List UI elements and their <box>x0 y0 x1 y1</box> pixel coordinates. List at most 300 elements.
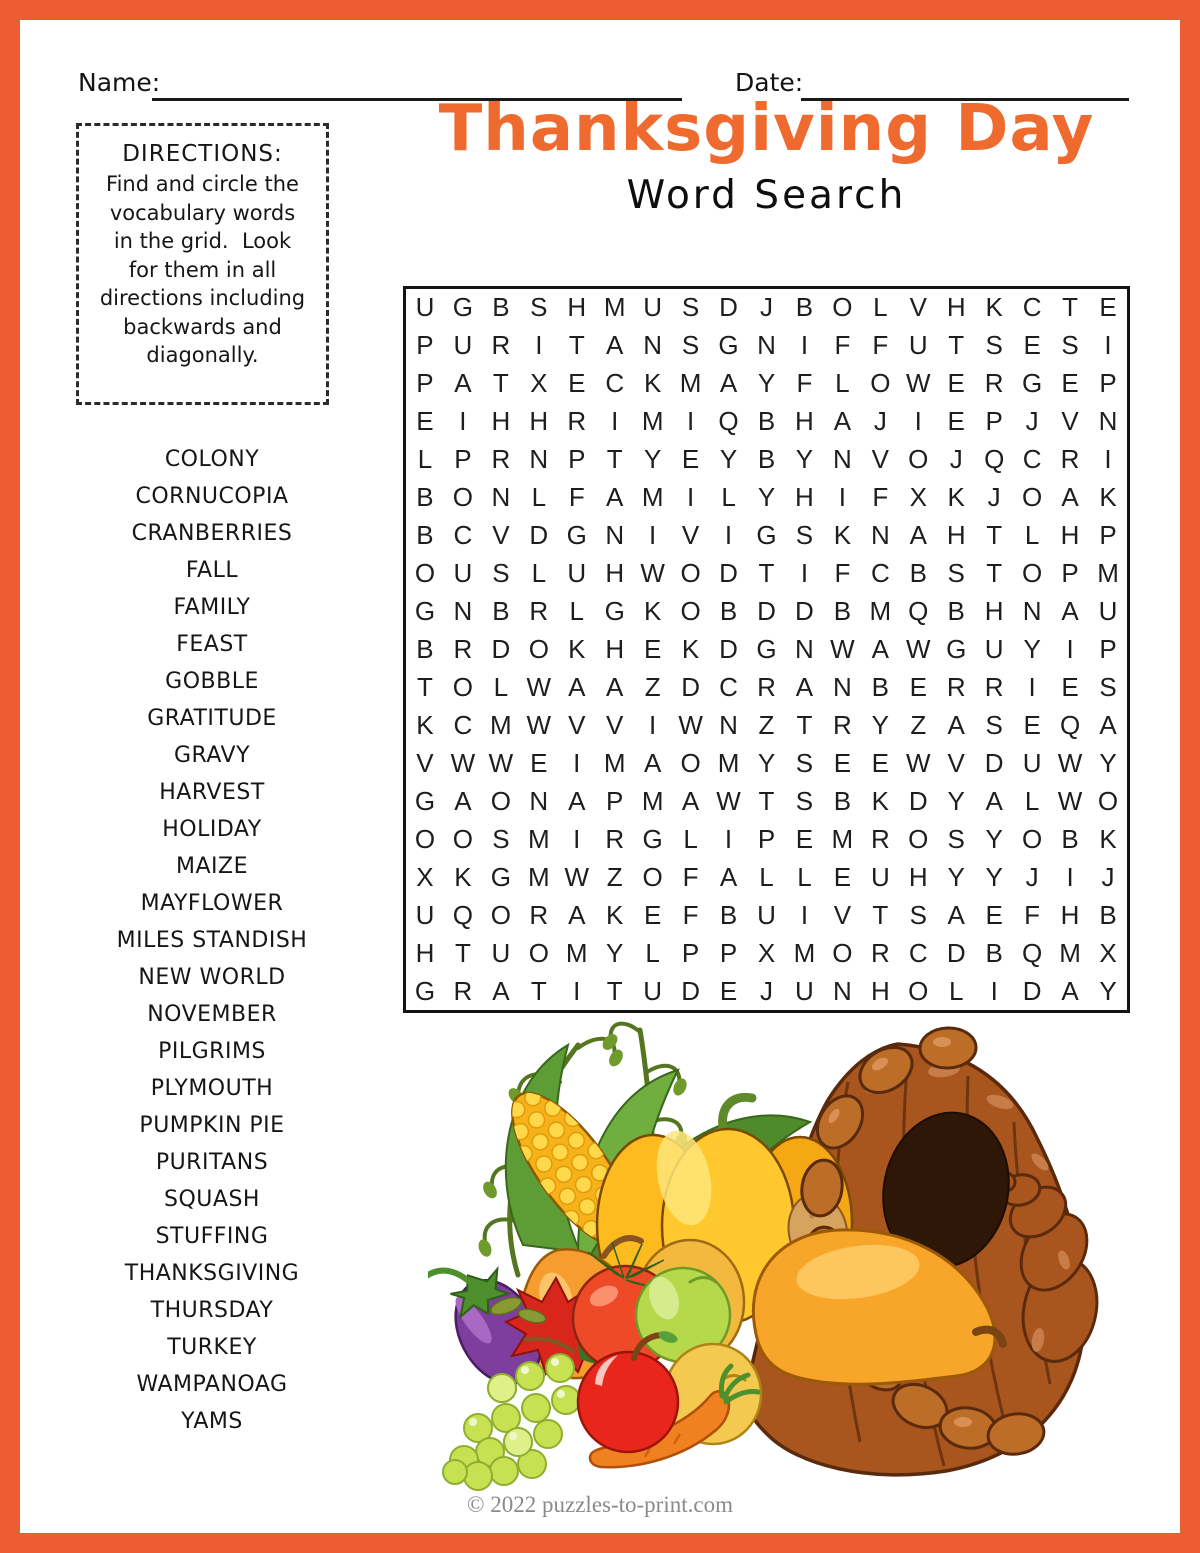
grid-cell: N <box>719 709 738 740</box>
grid-cell: Y <box>643 444 662 475</box>
grid-cell: R <box>832 709 852 740</box>
grid-cell: G <box>414 975 436 1006</box>
word-list-item: FALL <box>185 558 239 583</box>
grid-cell: X <box>909 482 927 513</box>
grid-cell: U <box>415 292 435 323</box>
grid-cell: L <box>493 671 509 702</box>
directions-line: diagonally. <box>146 343 259 367</box>
grid-cell: H <box>795 482 814 513</box>
grid-cell: W <box>906 368 931 399</box>
grid-cell: C <box>605 368 625 399</box>
grid-cell: J <box>949 444 963 475</box>
grid-cell: R <box>605 823 625 854</box>
grid-cell: I <box>573 823 581 854</box>
word-list-item: PLYMOUTH <box>150 1076 274 1101</box>
grid-cell: Q <box>1059 709 1081 740</box>
grid-cell: S <box>795 785 814 816</box>
grid-cell: O <box>832 937 853 968</box>
word-list-item: WAMPANOAG <box>136 1372 288 1397</box>
grid-cell: F <box>796 368 813 399</box>
grid-cell: K <box>606 899 624 930</box>
grid-cell: W <box>678 709 703 740</box>
grid-cell: T <box>948 330 965 361</box>
grid-cell: S <box>985 709 1003 740</box>
grid-cell: U <box>415 899 435 930</box>
grid-cell: O <box>1022 823 1043 854</box>
grid-cell: L <box>569 596 584 627</box>
grid-cell: Y <box>871 709 889 740</box>
grid-cell: A <box>454 368 472 399</box>
grid-cell: S <box>1099 671 1117 702</box>
grid-cell: L <box>417 444 433 475</box>
grid-cell: G <box>642 823 663 854</box>
grid-cell: K <box>947 482 965 513</box>
grid-cell: I <box>800 558 809 589</box>
grid-cell: F <box>834 558 851 589</box>
grid-cell: U <box>1022 747 1042 778</box>
grid-cell: A <box>681 785 700 816</box>
grid-cell: K <box>985 292 1003 323</box>
grid-cell: W <box>450 747 476 778</box>
grid-cell: E <box>719 975 738 1006</box>
grid-cell: B <box>833 596 852 627</box>
grid-cell: C <box>908 937 928 968</box>
word-list-item: PUMPKIN PIE <box>139 1113 285 1138</box>
grid-cell: K <box>416 709 434 740</box>
grid-cell: Y <box>1023 633 1041 664</box>
grid-cell: E <box>795 823 814 854</box>
grid-cell: M <box>565 937 588 968</box>
grid-cell: E <box>833 861 852 892</box>
grid-cell: A <box>454 785 472 816</box>
grid-cell: R <box>453 633 473 664</box>
grid-cell: I <box>914 406 922 437</box>
grid-cell: T <box>454 937 471 968</box>
grid-cell: D <box>946 937 966 968</box>
grid-cell: W <box>716 785 741 816</box>
grid-cell: B <box>416 482 434 513</box>
grid-cell: J <box>873 406 887 437</box>
grid-cell: K <box>871 785 889 816</box>
grid-cell: N <box>643 330 663 361</box>
grid-cell: M <box>717 747 740 778</box>
word-list-item: CRANBERRIES <box>131 521 293 546</box>
grid-cell: H <box>795 406 814 437</box>
grid-cell: J <box>759 292 773 323</box>
grid-cell: S <box>909 899 927 930</box>
directions-heading: DIRECTIONS: <box>122 141 283 167</box>
grid-cell: P <box>757 823 776 854</box>
grid-cell: R <box>491 330 511 361</box>
grid-cell: E <box>568 368 586 399</box>
grid-cell: K <box>454 861 472 892</box>
grid-cell: V <box>1061 406 1079 437</box>
grid-cell: S <box>492 558 510 589</box>
grid-cell: N <box>832 671 852 702</box>
grid-cell: B <box>1099 899 1117 930</box>
grid-cell: U <box>643 975 663 1006</box>
grid-cell: I <box>686 482 695 513</box>
grid-cell: E <box>1023 330 1041 361</box>
grid-cell: T <box>872 899 889 930</box>
grid-cell: E <box>643 899 662 930</box>
grid-cell: R <box>453 975 473 1006</box>
grid-cell: R <box>984 671 1004 702</box>
grid-cell: G <box>718 330 739 361</box>
grid-cell: O <box>908 444 929 475</box>
grid-cell: Z <box>644 671 661 702</box>
grid-cell: K <box>1099 823 1117 854</box>
grid-cell: D <box>757 596 776 627</box>
directions-text <box>79 170 326 370</box>
grid-cell: O <box>528 937 549 968</box>
grid-cell: O <box>680 747 701 778</box>
word-list-item: MILES STANDISH <box>116 928 308 953</box>
grid-cell: I <box>800 899 809 930</box>
grid-cell: U <box>984 633 1004 664</box>
grid-cell: M <box>603 747 626 778</box>
word-list <box>57 441 367 1440</box>
grid-cell: V <box>681 520 700 551</box>
word-list-item: GOBBLE <box>165 669 259 694</box>
grid-cell: Y <box>757 747 776 778</box>
page-title: Thanksgiving Day <box>438 92 1095 166</box>
word-list-item: TURKEY <box>167 1335 257 1360</box>
grid-cell: E <box>681 444 700 475</box>
grid-cell: O <box>1022 558 1043 589</box>
word-list-item: FAMILY <box>173 595 251 620</box>
grid-cell: L <box>873 292 888 323</box>
grid-cell: U <box>795 975 814 1006</box>
grid-cell: A <box>909 520 927 551</box>
grid-cell: Y <box>947 785 965 816</box>
grid-cell: T <box>530 975 547 1006</box>
grid-cell: I <box>724 823 733 854</box>
cornucopia-illustration <box>428 1010 1152 1494</box>
grid-cell: C <box>870 558 890 589</box>
grid-cell: E <box>1061 671 1079 702</box>
grid-cell: F <box>1024 899 1041 930</box>
grid-cell: E <box>1099 292 1117 323</box>
word-list-item: NEW WORLD <box>138 965 286 990</box>
grid-cell: G <box>1022 368 1043 399</box>
grid-cell: S <box>985 330 1003 361</box>
grid-cell: V <box>909 292 927 323</box>
grid-cell: Z <box>758 709 775 740</box>
grid-cell: E <box>947 368 965 399</box>
grid-cell: L <box>797 861 812 892</box>
word-list-item: FEAST <box>176 632 248 657</box>
grid-cell: P <box>1099 368 1117 399</box>
grid-cell: W <box>1057 747 1083 778</box>
grid-cell: O <box>452 482 474 513</box>
grid-cell: M <box>869 596 892 627</box>
grid-cell: S <box>795 520 814 551</box>
grid-cell: D <box>681 671 700 702</box>
grid-cell: P <box>985 406 1003 437</box>
grid-cell: A <box>492 975 510 1006</box>
grid-cell: D <box>681 975 700 1006</box>
word-list-item: MAIZE <box>176 854 248 879</box>
grid-cell: K <box>681 633 700 664</box>
grid-cell: S <box>681 292 700 323</box>
grid-cell: T <box>986 520 1003 551</box>
grid-cell: D <box>719 558 738 589</box>
grid-cell: B <box>719 899 738 930</box>
grid-cell: I <box>990 975 998 1006</box>
grid-cell: S <box>681 330 700 361</box>
directions-line: backwards and <box>123 314 282 339</box>
grid-cell: V <box>416 747 434 778</box>
grid-cell: I <box>686 406 695 437</box>
grid-cell: Y <box>795 444 814 475</box>
grid-cell: W <box>906 633 931 664</box>
grid-cell: R <box>529 899 549 930</box>
grid-cell: U <box>453 558 473 589</box>
grid-cell: E <box>1061 368 1079 399</box>
grid-cell: A <box>1099 709 1117 740</box>
grid-cell: E <box>947 406 965 437</box>
word-list-item: SQUASH <box>164 1187 260 1212</box>
grid-cell: O <box>1097 785 1119 816</box>
word-list-item: THURSDAY <box>150 1298 274 1323</box>
grid-cell: L <box>1024 785 1040 816</box>
grid-cell: S <box>1061 330 1079 361</box>
grid-cell: T <box>796 709 813 740</box>
grid-cell: T <box>606 975 623 1006</box>
grid-cell: M <box>1059 937 1081 968</box>
grid-cell: N <box>1022 596 1042 627</box>
grid-cell: I <box>573 975 581 1006</box>
grid-cell: X <box>757 937 776 968</box>
grid-cell: C <box>1022 292 1042 323</box>
grid-cell: W <box>906 747 931 778</box>
grid-cell: R <box>567 406 587 437</box>
grid-cell: E <box>871 747 889 778</box>
grid-cell: O <box>642 861 663 892</box>
grid-cell: L <box>759 861 774 892</box>
grid-cell: M <box>603 292 626 323</box>
grid-cell: K <box>568 633 586 664</box>
grid-cell: Y <box>947 861 965 892</box>
grid-cell: Z <box>910 709 927 740</box>
grid-cell: E <box>1023 709 1041 740</box>
grid-cell: D <box>908 785 928 816</box>
grid-cell: Y <box>757 368 776 399</box>
grid-cell: J <box>1025 406 1039 437</box>
grid-cell: O <box>490 899 511 930</box>
grid-cell: E <box>985 899 1003 930</box>
grid-cell: Y <box>606 937 624 968</box>
grid-cell: I <box>535 330 543 361</box>
grid-cell: I <box>649 709 657 740</box>
grid-cell: L <box>1024 520 1040 551</box>
grid-cell: V <box>947 747 965 778</box>
grid-cell: Y <box>1099 747 1117 778</box>
grid-cell: P <box>454 444 472 475</box>
grid-cell: L <box>948 975 964 1006</box>
grid-cell: L <box>683 823 698 854</box>
grid-cell: W <box>564 861 590 892</box>
grid-cell: O <box>414 558 436 589</box>
grid-cell: A <box>719 861 738 892</box>
grid-cell: L <box>531 482 547 513</box>
word-list-item: HOLIDAY <box>162 817 262 842</box>
grid-cell: Y <box>985 861 1003 892</box>
grid-cell: A <box>606 671 624 702</box>
grid-cell: P <box>1061 558 1079 589</box>
grid-cell: H <box>1060 520 1080 551</box>
grid-cell: G <box>604 596 625 627</box>
grid-cell: Y <box>1099 975 1117 1006</box>
grid-cell: W <box>640 558 665 589</box>
grid-cell: U <box>643 292 663 323</box>
grid-cell: U <box>870 861 890 892</box>
grid-cell: W <box>526 671 552 702</box>
grid-cell: I <box>459 406 467 437</box>
grid-cell: J <box>759 975 773 1006</box>
grid-cell: C <box>1022 444 1042 475</box>
grid-cell: F <box>568 482 585 513</box>
grid-cell: G <box>946 633 967 664</box>
grid-cell: H <box>984 596 1004 627</box>
word-list-item: PURITANS <box>155 1150 269 1175</box>
grid-cell: A <box>1061 482 1079 513</box>
page-subtitle: Word Search <box>626 173 907 219</box>
grid-cell: I <box>838 482 846 513</box>
word-list-item: GRAVY <box>173 743 251 768</box>
grid-cell: F <box>834 330 851 361</box>
grid-cell: P <box>416 368 434 399</box>
grid-cell: N <box>491 482 511 513</box>
grid-cell: I <box>649 520 657 551</box>
grid-cell: N <box>832 444 852 475</box>
grid-cell: R <box>1060 444 1080 475</box>
grid-cell: N <box>529 444 549 475</box>
grid-cell: G <box>452 292 474 323</box>
grid-cell: M <box>1097 558 1119 589</box>
grid-cell: Q <box>718 406 739 437</box>
grid-cell: R <box>491 444 511 475</box>
grid-cell: T <box>758 785 775 816</box>
grid-cell: O <box>832 292 853 323</box>
grid-cell: U <box>757 899 776 930</box>
grid-cell: T <box>986 558 1003 589</box>
grid-cell: V <box>871 444 889 475</box>
grid-cell: U <box>1098 596 1118 627</box>
grid-cell: A <box>833 406 852 437</box>
grid-cell: O <box>680 596 701 627</box>
grid-cell: B <box>416 633 434 664</box>
grid-cell: K <box>643 368 662 399</box>
directions-line: directions including <box>99 286 306 310</box>
word-list-item: MAYFLOWER <box>140 891 284 916</box>
grid-cell: B <box>757 406 776 437</box>
grid-cell: H <box>946 520 966 551</box>
grid-cell: M <box>641 482 664 513</box>
grid-cell: N <box>1098 406 1118 437</box>
grid-cell: I <box>724 520 733 551</box>
grid-cell: E <box>530 747 548 778</box>
grid-cell: I <box>1028 671 1036 702</box>
grid-cell: J <box>1101 861 1115 892</box>
word-search-grid <box>403 286 1130 1013</box>
grid-cell: A <box>795 671 814 702</box>
grid-cell: O <box>1022 482 1043 513</box>
grid-cell: V <box>568 709 586 740</box>
grid-cell: I <box>573 747 581 778</box>
grid-cell: H <box>529 406 549 437</box>
grid-cell: E <box>833 747 852 778</box>
grid-cell: F <box>872 330 889 361</box>
grid-cell: A <box>606 482 624 513</box>
grid-cell: G <box>566 520 587 551</box>
word-list-item: THANKSGIVING <box>124 1261 300 1286</box>
grid-cell: R <box>529 596 549 627</box>
grid-cell: T <box>758 558 775 589</box>
grid-cell: T <box>568 330 585 361</box>
grid-cell: B <box>909 558 927 589</box>
grid-cell: A <box>568 899 586 930</box>
grid-cell: Q <box>1022 937 1043 968</box>
grid-cell: L <box>531 558 547 589</box>
grid-cell: Q <box>984 444 1005 475</box>
grid-cell: A <box>947 899 965 930</box>
grid-cell: W <box>830 633 855 664</box>
grid-cell: V <box>833 899 852 930</box>
grid-cell: Q <box>908 596 929 627</box>
grid-cell: A <box>1061 596 1079 627</box>
grid-cell: H <box>1060 899 1080 930</box>
grid-cell: B <box>416 520 434 551</box>
word-list-item: CORNUCOPIA <box>135 484 289 509</box>
grid-cell: H <box>870 975 890 1006</box>
grid-cell: T <box>1062 292 1079 323</box>
grid-cell: G <box>414 785 436 816</box>
grid-cell: H <box>946 292 966 323</box>
grid-cell: Z <box>606 861 623 892</box>
grid-cell: E <box>416 406 434 437</box>
grid-cell: D <box>719 292 738 323</box>
grid-cell: H <box>605 633 625 664</box>
grid-cell: G <box>756 520 777 551</box>
directions-line: Find and circle the <box>106 172 299 196</box>
grid-cell: O <box>870 368 891 399</box>
grid-cell: M <box>831 823 854 854</box>
grid-cell: M <box>641 785 664 816</box>
grid-cell: B <box>833 785 852 816</box>
grid-cell: O <box>528 633 549 664</box>
grid-cell: M <box>527 823 550 854</box>
grid-cell: H <box>567 292 587 323</box>
grid-cell: K <box>1099 482 1117 513</box>
grid-cell: B <box>492 596 510 627</box>
grid-cell: S <box>492 823 510 854</box>
grid-cell: B <box>757 444 776 475</box>
word-list-item: NOVEMBER <box>147 1002 277 1027</box>
grid-cell: O <box>680 558 701 589</box>
grid-cell: L <box>645 937 660 968</box>
grid-cell: I <box>1104 330 1112 361</box>
grid-cell: O <box>452 671 474 702</box>
grid-cell: A <box>568 671 586 702</box>
grid-cell: A <box>871 633 889 664</box>
grid-cell: W <box>526 709 552 740</box>
grid-cell: R <box>870 823 890 854</box>
grid-cell: B <box>871 671 889 702</box>
word-list-item: YAMS <box>181 1409 243 1434</box>
grid-cell: N <box>870 520 890 551</box>
